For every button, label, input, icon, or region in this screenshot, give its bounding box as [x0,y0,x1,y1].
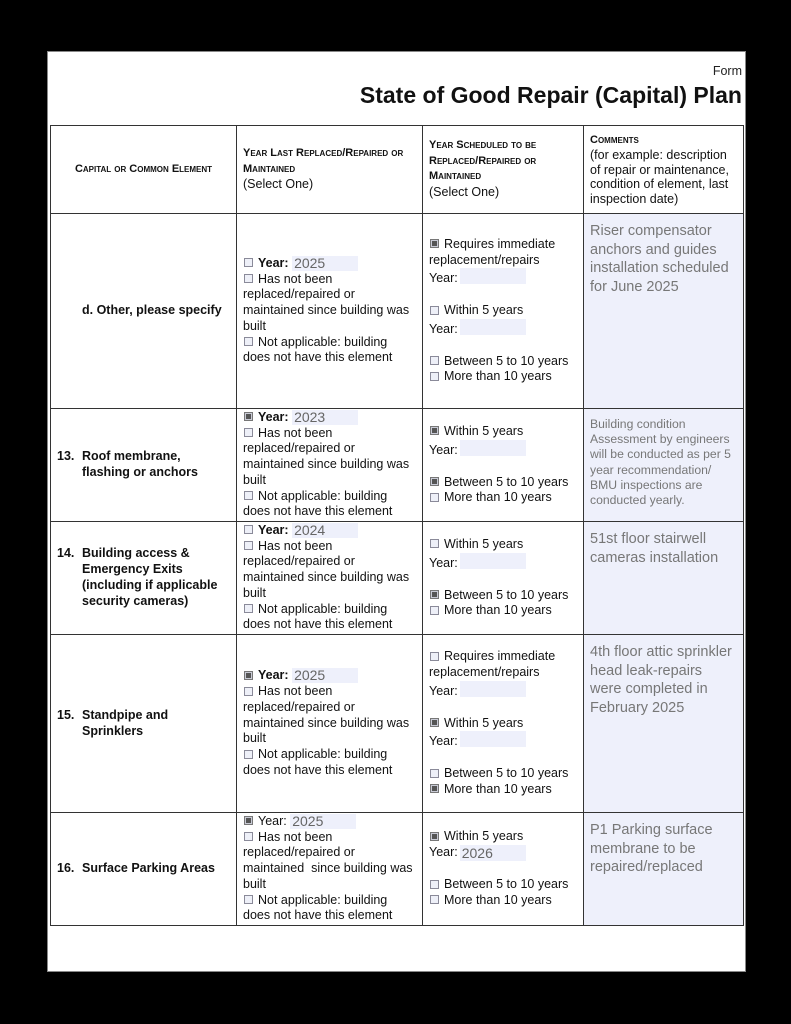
within-5-checkbox[interactable] [430,718,439,727]
within-5-checkbox[interactable] [430,832,439,841]
not-applicable-label: Not applicable: building does not have this element [243,488,393,519]
not-applicable-checkbox[interactable] [244,604,253,613]
year-scheduled-cell [423,409,584,522]
year-label: Year: [429,683,458,698]
comment-field[interactable]: P1 Parking surface membrane to be repaired/replaced [584,813,744,926]
year-label: Year: [429,321,458,336]
year-scheduled-cell [423,813,584,926]
not-replaced-label: Has not been [258,271,333,286]
year-last-input[interactable]: 2025 [290,814,356,829]
more-than-10-checkbox[interactable] [430,493,439,502]
not-applicable-label: Not applicable: building does not have this element [243,601,393,632]
form-label: Form [712,64,742,78]
comment-field[interactable]: 4th floor attic sprinkler head leak-repairs were completed in February 2025 [584,635,744,813]
not-applicable-checkbox[interactable] [244,895,253,904]
within-5-label: Within 5 years [444,303,524,318]
year-checkbox[interactable] [244,816,253,825]
element-cell [51,214,237,409]
not-replaced-text: replaced/repaired or maintained since building was built [243,699,410,746]
within-5-year-input[interactable]: 2026 [460,845,526,861]
column-header-element-label: Capital or Common Element [74,163,213,176]
year-checkbox[interactable] [244,525,253,534]
table-header-row [51,126,744,214]
element-number: 14. [57,546,75,561]
capital-plan-table [50,125,744,926]
year-last-cell [237,214,423,409]
not-applicable-checkbox[interactable] [244,337,253,346]
year-checkbox[interactable] [244,412,253,421]
table-row [51,635,744,813]
year-label: Year: [258,255,289,270]
year-label: Year: [429,271,458,286]
page-title: State of Good Repair (Capital) Plan [359,82,742,108]
not-replaced-checkbox[interactable] [244,541,253,550]
more-than-10-label: More than 10 years [444,369,552,384]
year-last-cell [237,813,423,926]
requires-immediate-label: Requires immediate replacement/repairs [429,649,556,679]
not-replaced-checkbox[interactable] [244,687,253,696]
comment-field[interactable]: Building condition Assessment by engineers will be conducted as per 5 year recommendation/ BMU inspections are conducted yearly. [584,409,744,522]
between-5-10-checkbox[interactable] [430,590,439,599]
more-than-10-label: More than 10 years [444,603,552,618]
not-replaced-text: replaced/repaired or maintained since building was built [243,554,410,600]
year-label: Year: [429,734,458,749]
within-5-year-input[interactable] [460,731,526,747]
column-header-comments-label: Comments [590,133,639,146]
within-5-label: Within 5 years [444,715,524,730]
between-5-10-label: Between 5 to 10 years [444,587,569,602]
within-5-label: Within 5 years [444,536,524,551]
year-scheduled-cell [423,522,584,635]
requires-immediate-label: Requires immediate replacement/repairs [429,236,556,267]
element-cell [51,813,237,926]
between-5-10-checkbox[interactable] [430,477,439,486]
year-label: Year: [258,522,289,537]
not-applicable-label: Not applicable: building does not have this element [243,334,393,365]
year-last-cell [237,522,423,635]
not-replaced-checkbox[interactable] [244,832,253,841]
not-replaced-label: Has not been [258,684,333,698]
within-5-label: Within 5 years [444,423,524,438]
year-last-input[interactable]: 2025 [292,256,358,271]
not-applicable-checkbox[interactable] [244,491,253,500]
within-5-checkbox[interactable] [430,426,439,435]
element-cell [51,635,237,813]
column-header-year-scheduled-label: Year Scheduled to be Replaced/Repaired or Maintained [429,139,537,183]
within-5-year-input[interactable] [460,319,526,335]
year-last-input[interactable]: 2023 [292,410,358,425]
not-replaced-text: replaced/repaired or maintained since building was built [243,441,410,487]
element-name: Building access & Emergency Exits (including if applicable security cameras) [82,546,218,608]
column-header-comments-sub: (for example: description of repair or maintenance, condition of element, last inspection date) [590,148,729,206]
within-5-year-input[interactable] [460,553,526,569]
year-scheduled-cell [423,635,584,813]
table-row [51,214,744,409]
requires-immediate-checkbox[interactable] [430,652,439,661]
between-5-10-label: Between 5 to 10 years [444,353,569,368]
column-header-element [51,126,237,214]
column-header-year-last [237,126,423,214]
column-header-comments [584,126,744,214]
more-than-10-label: More than 10 years [444,490,552,505]
year-label: Year: [429,442,458,457]
comment-field[interactable]: 51st floor stairwell cameras installation [584,522,744,635]
not-applicable-label: Not applicable: building does not have this element [243,747,393,777]
year-label: Year: [429,845,458,860]
between-5-10-label: Between 5 to 10 years [444,766,569,781]
between-5-10-checkbox[interactable] [430,880,439,889]
element-cell [51,522,237,635]
within-5-year-input[interactable] [460,440,526,456]
year-label: Year: [258,813,287,828]
not-replaced-label: Has not been [258,425,333,440]
form-page [47,51,746,972]
element-name: Roof membrane, flashing or anchors [82,449,198,479]
element-cell [51,409,237,522]
column-header-year-last-sub: (Select One) [243,177,314,192]
more-than-10-checkbox[interactable] [430,784,439,793]
more-than-10-checkbox[interactable] [430,372,439,381]
not-replaced-label: Has not been [258,538,333,553]
element-name: d. Other, please specify [82,303,222,318]
not-replaced-label: Has not been [258,829,333,844]
comment-field[interactable]: Riser compensator anchors and guides installation scheduled for June 2025 [584,214,744,409]
not-replaced-text: replaced/repaired or maintained since building was built [243,287,410,333]
element-name: Surface Parking Areas [82,861,215,876]
requires-immediate-checkbox[interactable] [430,239,439,248]
not-replaced-checkbox[interactable] [244,274,253,283]
within-5-checkbox[interactable] [430,539,439,548]
year-checkbox[interactable] [244,258,253,267]
more-than-10-checkbox[interactable] [430,606,439,615]
element-number: 16. [57,861,75,876]
not-applicable-label: Not applicable: building does not have this element [243,892,393,923]
between-5-10-label: Between 5 to 10 years [444,474,569,489]
requires-year-input[interactable] [460,681,526,697]
not-replaced-text: replaced/repaired or maintained since building was built [243,845,417,891]
column-header-year-last-label: Year Last Replaced/Repaired or Maintained [243,147,404,175]
requires-year-input[interactable] [460,268,526,284]
element-name: Standpipe and Sprinklers [82,707,169,738]
year-last-input[interactable]: 2024 [292,523,358,538]
column-header-year-scheduled-sub: (Select One) [429,184,500,199]
year-label: Year: [429,555,458,570]
not-applicable-checkbox[interactable] [244,750,253,759]
table-row [51,409,744,522]
year-last-cell [237,409,423,522]
column-header-year-scheduled [423,126,584,214]
year-last-input[interactable]: 2025 [292,668,358,683]
more-than-10-label: More than 10 years [444,781,552,796]
more-than-10-label: More than 10 years [444,892,552,907]
year-checkbox[interactable] [244,671,253,680]
element-number: 13. [57,449,75,464]
more-than-10-checkbox[interactable] [430,895,439,904]
table-row [51,522,744,635]
element-number: 15. [57,707,75,722]
within-5-checkbox[interactable] [430,306,439,315]
year-scheduled-cell [423,214,584,409]
not-replaced-checkbox[interactable] [244,428,253,437]
year-label: Year: [258,409,289,424]
between-5-10-checkbox[interactable] [430,356,439,365]
year-last-cell [237,635,423,813]
within-5-label: Within 5 years [444,829,524,844]
table-row [51,813,744,926]
between-5-10-label: Between 5 to 10 years [444,877,569,892]
year-label: Year: [258,668,289,683]
between-5-10-checkbox[interactable] [430,769,439,778]
